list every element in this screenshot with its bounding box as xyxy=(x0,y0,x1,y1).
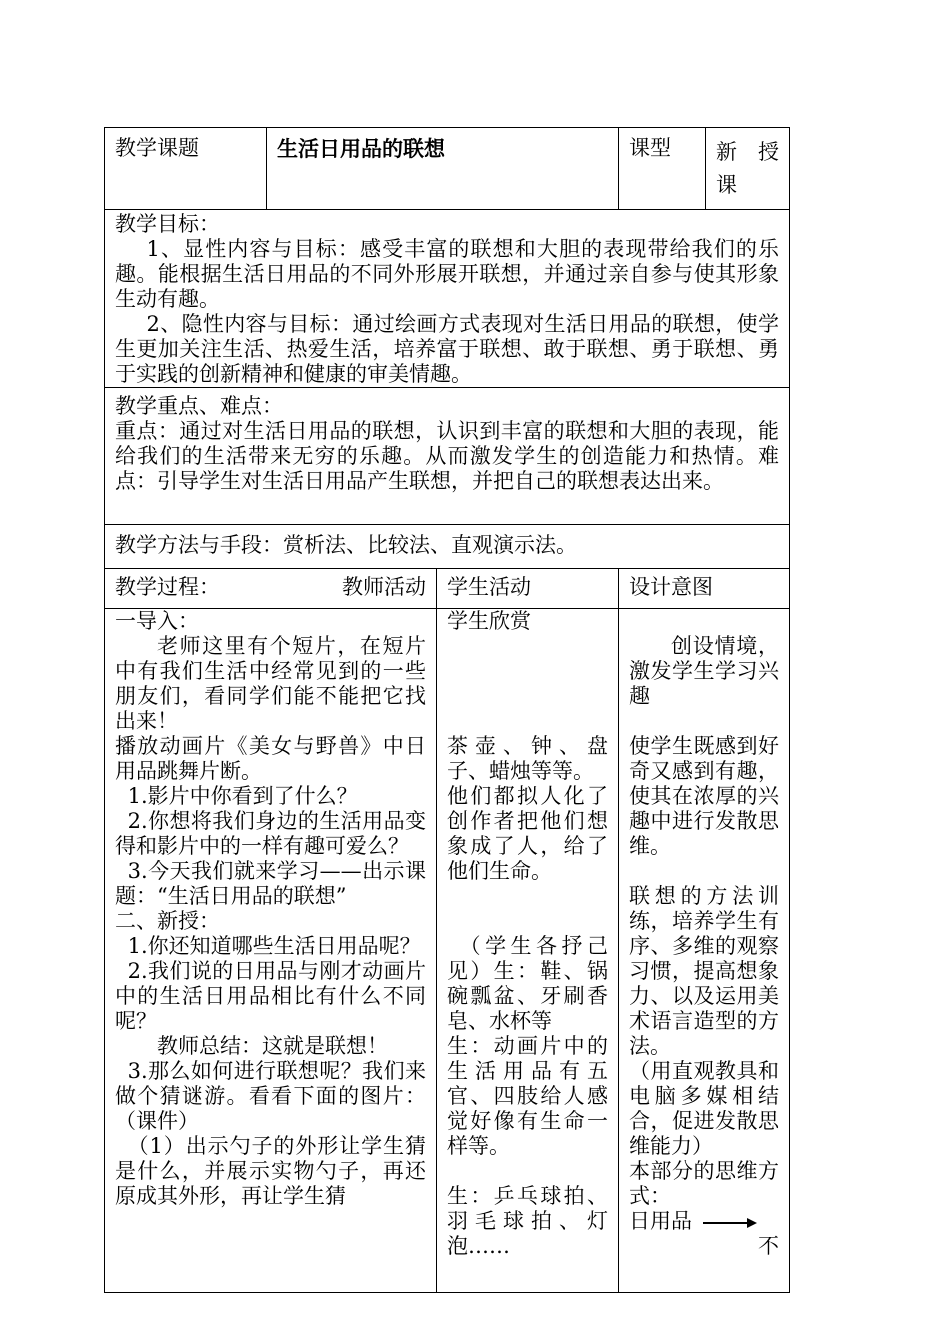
process-label: 教学过程： xyxy=(115,575,220,599)
teacher-line: 二、新授： xyxy=(115,909,220,933)
header-row xyxy=(105,128,790,210)
keypoints-heading: 教学重点、难点： xyxy=(115,394,283,418)
goals-heading: 教学目标： xyxy=(115,212,220,236)
student-activity-cell xyxy=(437,609,619,1293)
type-label: 课型 xyxy=(619,128,706,210)
teacher-line: 2.我们说的日用品与刚才动画片中的生活日用品相比有什么不同呢？ xyxy=(115,959,426,1033)
teacher-line: 3.那么如何进行联想呢？我们来做个猜谜游。看看下面的图片：（课件） xyxy=(115,1059,426,1133)
student-line: 他们都拟人化了创作者把他们想象成了人，给了他们生命。 xyxy=(447,784,608,883)
design-intent-label: 设计意图 xyxy=(619,569,790,609)
intent-line: （用直观教具和电脑多媒相结合，促进发散思维能力） xyxy=(629,1059,779,1158)
intent-line: 本部分的思维方式： xyxy=(629,1159,779,1208)
lesson-plan-table xyxy=(104,127,790,1293)
type-value-text: 新 授 课 xyxy=(716,140,779,197)
intent-flow xyxy=(629,1209,779,1258)
student-line: （学生各抒己见）生：鞋、锅碗瓢盆、牙刷香皂、水杯等 xyxy=(447,934,608,1033)
teacher-line: 教师总结：这就是联想！ xyxy=(157,1034,388,1058)
student-line: 学生欣赏 xyxy=(447,609,531,633)
intent-line: 使学生既感到好奇又感到有趣，使其在浓厚的兴趣中进行发散思维。 xyxy=(629,734,779,858)
teacher-activity-cell xyxy=(105,609,437,1293)
intent-line: 创设情境，激发学生学习兴趣 xyxy=(629,634,779,708)
teacher-line: 3.今天我们就来学习——出示课题：“生活日用品的联想” xyxy=(115,859,426,908)
teacher-line: 老师这里有个短片，在短片中有我们生活中经常见到的一些朋友们，看同学们能不能把它找出来！ xyxy=(115,634,426,733)
teacher-line: （1）出示勺子的外形让学生猜是什么，并展示实物勺子，再还原成其外形，再让学生猜 xyxy=(115,1134,426,1208)
keypoints-text: 重点：通过对生活日用品的联想，认识到丰富的联想和大胆的表现，能给我们的生活带来无穷的乐趣。从而激发学生的创造能力和热情。难点：引导学生对生活日用品产生联想，并把自己的联想表达出来。 xyxy=(115,419,779,493)
teacher-line: 2.你想将我们身边的生活用品变得和影片中的一样有趣可爱么？ xyxy=(115,809,426,858)
process-body-row xyxy=(105,609,790,1293)
type-value xyxy=(706,128,790,210)
keypoints-row xyxy=(105,388,790,525)
topic-title: 生活日用品的联想 xyxy=(267,128,619,210)
teacher-activity-label: 教师活动 xyxy=(342,575,426,599)
methods-text: 教学方法与手段：赏析法、比较法、直观演示法。 xyxy=(105,525,790,569)
intent-flow-start: 日用品 xyxy=(629,1209,692,1233)
goals-row xyxy=(105,210,790,388)
teacher-line: 1.你还知道哪些生活日用品呢？ xyxy=(127,934,421,958)
topic-label: 教学课题 xyxy=(105,128,267,210)
student-line: 生：乒乓球拍、羽毛球拍、灯泡…… xyxy=(447,1184,608,1258)
goals-explicit: 1、显性内容与目标：感受丰富的联想和大胆的表现带给我们的乐趣。能根据生活日用品的不同外形展开联想，并通过亲自参与使其形象生动有趣。 xyxy=(115,237,779,311)
process-header-row xyxy=(105,569,790,609)
student-line: 生：动画片中的生活用品有五官、四肢给人感觉好像有生命一样等。 xyxy=(447,1034,608,1158)
intent-line: 联想的方法训练，培养学生有序、多维的观察习惯，提高想象力、以及运用美术语言造型的方法。 xyxy=(629,884,779,1058)
student-line: 茶壶、钟、盘子、蜡烛等等。 xyxy=(447,734,608,783)
goals-implicit: 2、隐性内容与目标：通过绘画方式表现对生活日用品的联想，使学生更加关注生活、热爱生活，培养富于联想、敢于联想、勇于联想、勇于实践的创新精神和健康的审美情趣。 xyxy=(115,312,779,386)
student-activity-label: 学生活动 xyxy=(437,569,619,609)
intent-flow-end: 不 xyxy=(758,1234,779,1258)
design-intent-cell xyxy=(619,609,790,1293)
teacher-line: 播放动画片《美女与野兽》中日用品跳舞片断。 xyxy=(115,734,426,783)
right-arrow-icon xyxy=(703,1222,755,1224)
process-header-teacher xyxy=(105,569,437,609)
teacher-line: 1.影片中你看到了什么？ xyxy=(127,784,358,808)
methods-row xyxy=(105,525,790,569)
teacher-line: 一导入： xyxy=(115,609,199,633)
